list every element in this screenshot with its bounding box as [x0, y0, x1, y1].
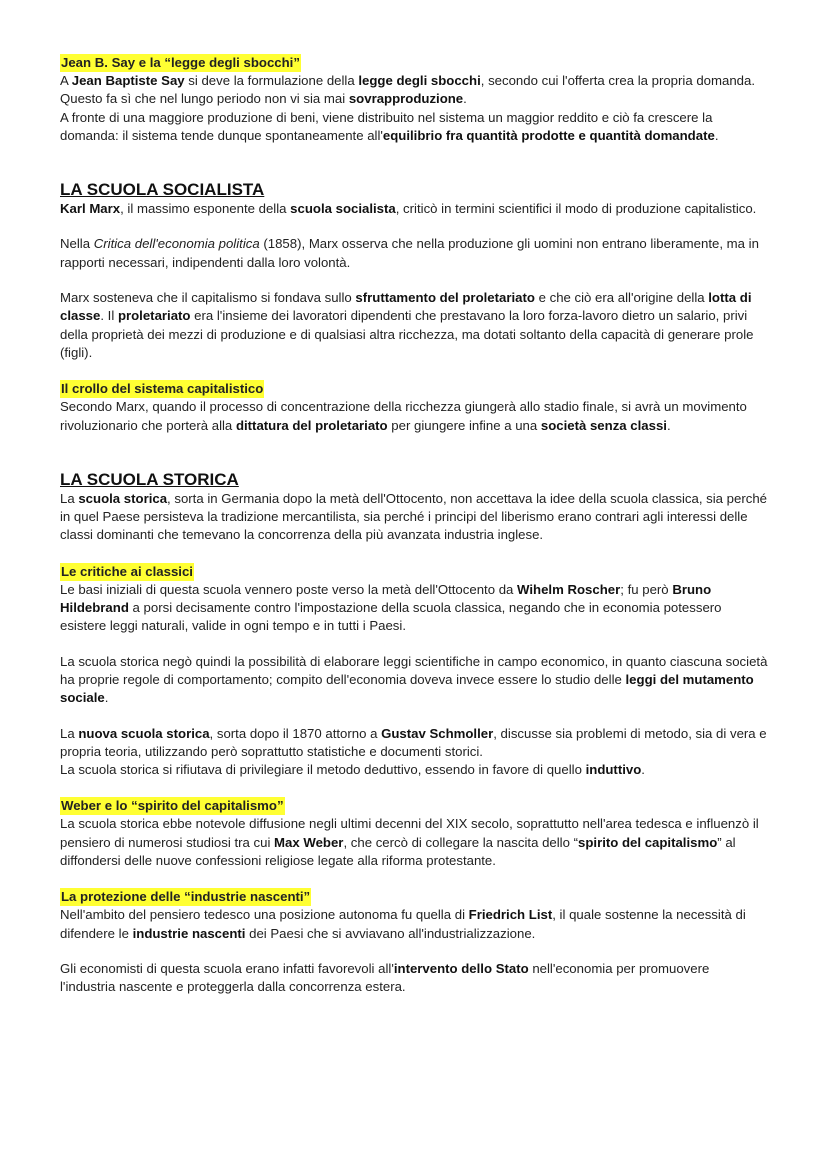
- bold-run: legge degli sbocchi: [358, 73, 481, 88]
- bold-run: intervento dello Stato: [393, 960, 529, 976]
- text-run: A fronte di una maggiore produzione di beni, viene distribuito nel sistema un maggior reddito e ciò fa crescere la domanda: il sistema tende dunque spontaneamente all': [60, 109, 713, 143]
- paragraph-storica-8: [60, 960, 768, 997]
- text-run: .: [463, 91, 467, 107]
- text-run: Gli economisti di questa scuola erano infatti favorevoli all': [60, 960, 394, 976]
- bold-run: leggi del mutamento sociale: [60, 671, 754, 706]
- bold-run: proletariato: [117, 308, 191, 324]
- bold-run: lotta di classe: [60, 290, 752, 324]
- bold-run: equilibrio fra quantità prodotte e quantità domandate: [382, 127, 715, 143]
- paragraph-storica-4: [60, 725, 768, 762]
- bold-run: Bruno Hildebrand: [60, 581, 712, 616]
- section-subtitle-critiche: Le critiche ai classici: [61, 563, 193, 579]
- text-run: , il quale sostenne la necessità di difendere le: [60, 907, 746, 941]
- text-run: per giungere infine a una: [387, 417, 541, 433]
- text-run: La scuola storica ebbe notevole diffusione negli ultimi decenni del XIX secolo, soprattutto nell'area tedesca e influenzò il pensiero di numerosi studiosi tra cui: [60, 816, 759, 850]
- text-run: Le basi iniziali di questa scuola vennero poste verso la metà dell'Ottocento da: [60, 581, 518, 597]
- italic-run: Critica dell'economia politica: [93, 236, 260, 252]
- bold-run: Wihelm Roscher: [517, 581, 621, 597]
- section-subtitle-say: Jean B. Say e la “legge degli sbocchi”: [61, 55, 300, 70]
- text-run: La: [60, 725, 79, 741]
- bold-run: sovrapproduzione: [348, 91, 464, 107]
- text-run: La scuola storica si rifiutava di privilegiare il metodo deduttivo, essendo in favore di quello: [60, 762, 586, 778]
- text-run: La scuola storica negò quindi la possibilità di elaborare leggi scientifiche in campo economico, in quanto ciascuna società ha proprie regole di comportamento; compito dell'economia doveva invece essere lo studio delle: [60, 653, 768, 687]
- text-run: Nella: [60, 236, 94, 252]
- bold-run: dittatura del proletariato: [235, 417, 388, 433]
- text-run: , criticò in termini scientifici il modo di produzione capitalistico.: [395, 201, 757, 217]
- bold-run: Max Weber: [274, 834, 344, 850]
- paragraph-say-2: [60, 109, 768, 146]
- section-subtitle-industrie: La protezione delle “industrie nascenti”: [61, 889, 311, 905]
- heading-scuola-storica: LA SCUOLA STORICA: [60, 469, 239, 489]
- paragraph-socialista-1: [60, 200, 768, 218]
- paragraph-storica-3: [60, 653, 768, 708]
- bold-run: scuola socialista: [290, 201, 396, 217]
- text-run: Marx sosteneva che il capitalismo si fondava sullo: [60, 290, 356, 306]
- text-run: a porsi decisamente contro l'impostazione della scuola classica, negando che in economia potessero esistere leggi naturali, valide in ogni tempo e in tutti i Paesi.: [60, 600, 722, 634]
- text-run: .: [714, 127, 719, 143]
- text-run: Secondo Marx, quando il processo di concentrazione della ricchezza giungerà allo stadio finale, si avrà un movimento rivoluzionario che porterà alla: [60, 399, 747, 433]
- paragraph-storica-6: [60, 815, 768, 870]
- text-run: e che ciò era all'origine della: [534, 290, 709, 306]
- text-run: ” al diffondersi delle nuove confessioni religiose legate alla riforma protestante.: [60, 834, 736, 869]
- text-run: Nell'ambito del pensiero tedesco una posizione autonoma fu quella di: [60, 907, 469, 923]
- bold-run: Jean Baptiste Say: [71, 73, 185, 88]
- bold-run: industrie nascenti: [132, 925, 246, 941]
- text-run: .: [641, 762, 645, 778]
- text-run: A: [60, 73, 72, 88]
- bold-run: nuova scuola storica: [78, 725, 210, 741]
- text-run: . Il: [100, 308, 118, 324]
- bold-run: Gustav Schmoller: [381, 725, 494, 741]
- text-run: si deve la formulazione della: [184, 73, 359, 88]
- paragraph-socialista-4: [60, 398, 768, 435]
- paragraph-storica-7: [60, 906, 768, 943]
- bold-run: Karl Marx: [60, 201, 121, 217]
- heading-scuola-socialista: LA SCUOLA SOCIALISTA: [60, 180, 265, 200]
- paragraph-storica-2: [60, 581, 768, 636]
- bold-run: spirito del capitalismo: [578, 834, 718, 850]
- section-subtitle-crollo: Il crollo del sistema capitalistico: [61, 381, 264, 397]
- text-run: ; fu però: [620, 581, 673, 597]
- paragraph-storica-1: [60, 490, 768, 545]
- bold-run: Friedrich List: [468, 907, 553, 923]
- paragraph-say-1: [60, 72, 768, 109]
- text-run: (1858), Marx osserva che nella produzione gli uomini non entrano liberamente, ma in rapporti necessari, indipendenti dalla loro volontà.: [60, 236, 759, 270]
- text-run: , sorta dopo il 1870 attorno a: [209, 725, 382, 741]
- text-run: dei Paesi che si avviavano all'industrializzazione.: [245, 925, 536, 941]
- bold-run: induttivo: [585, 762, 642, 778]
- bold-run: società senza classi: [540, 417, 667, 433]
- bold-run: scuola storica: [78, 490, 168, 506]
- text-run: , il massimo esponente della: [120, 201, 291, 217]
- text-run: .: [104, 690, 109, 706]
- paragraph-socialista-3: [60, 289, 768, 362]
- text-run: .: [666, 417, 671, 433]
- section-subtitle-weber: Weber e lo “spirito del capitalismo”: [61, 798, 284, 814]
- text-run: nell'economia per promuovere l'industria nascente e proteggerla dalla concorrenza estera.: [60, 960, 710, 995]
- text-run: era l'insieme dei lavoratori dipendenti che prestavano la loro forza-lavoro dietro un salario, privi della proprietà dei mezzi di produzione e di qualsiasi altra ricchezza, ma dotati soltanto della capacità di generare prole (figli).: [60, 308, 754, 360]
- text-run: La: [60, 490, 79, 506]
- text-run: , sorta in Germania dopo la metà dell'Ottocento, non accettava la idee della scuola classica, sia perché in quel Paese persisteva la tradizione mercantilista, sia perché i principi del liberismo erano contrari agli interessi delle classi dominanti che temevano la concorrenza della più avanzata industria inglese.: [60, 490, 767, 543]
- text-run: , secondo cui l'offerta crea la propria domanda. Questo fa sì che nel lungo periodo non vi sia mai: [60, 73, 755, 107]
- bold-run: sfruttamento del proletariato: [355, 290, 535, 306]
- paragraph-storica-5: [60, 761, 768, 779]
- text-run: , che cercò di collegare la nascita dello “: [343, 834, 579, 850]
- paragraph-socialista-2: [60, 235, 768, 272]
- text-run: , discusse sia problemi di metodo, sia di vera e propria teoria, utilizzando però soprattutto statistiche e documenti storici.: [60, 725, 767, 759]
